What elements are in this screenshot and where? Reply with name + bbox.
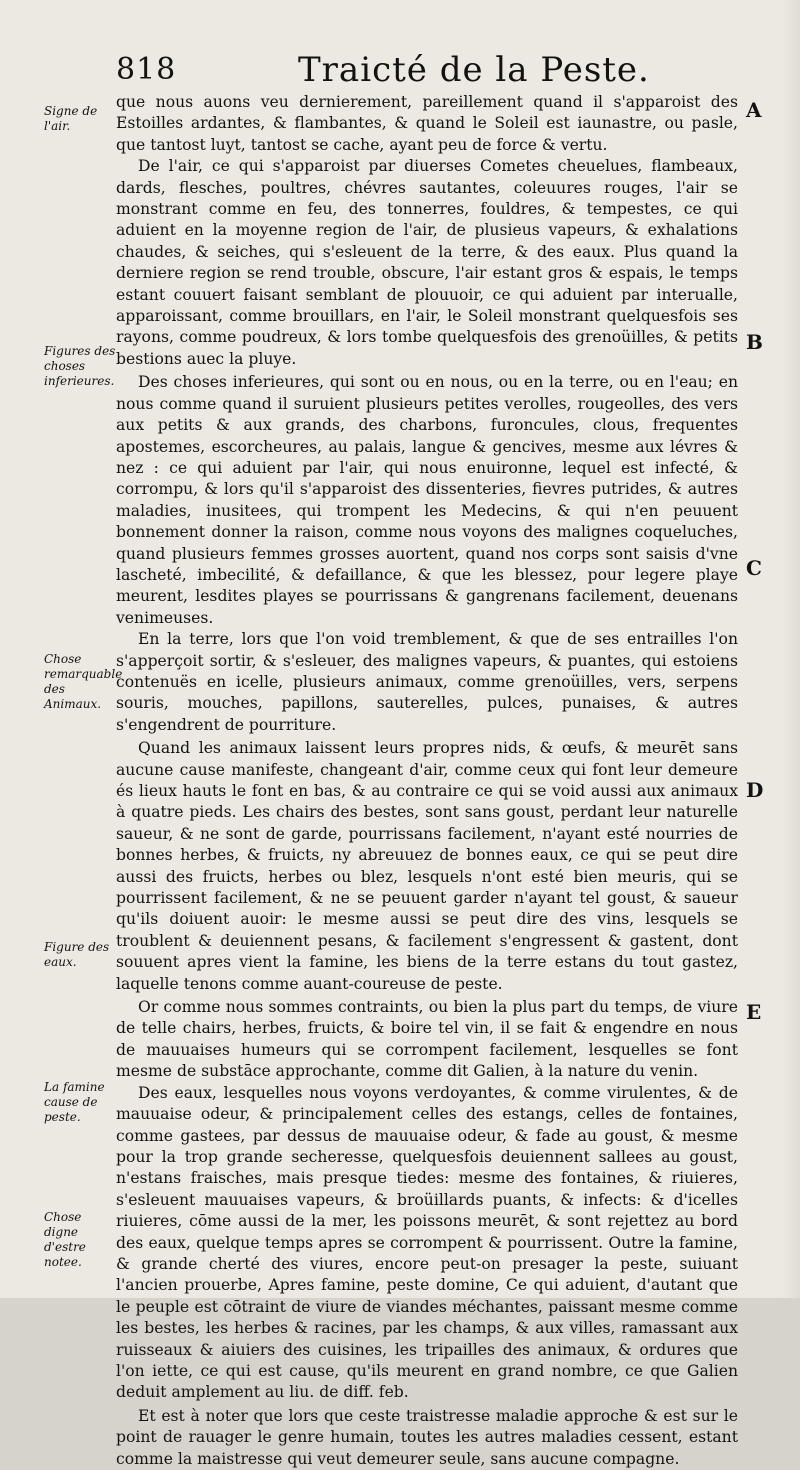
paragraph-choses-inferieures: Des choses inferieures, qui sont ou en nous, ou en la terre, ou en l'eau; en nous comme quand il suruient plusieurs petites verolles, rougeolles, des vers aux petits & aux grands, des charbons, furoncules, clous, frequentes apostemes, escorcheures, au palais, langue & gencives, mesme aux lévres & nez : ce qui aduient par l'air, qui nous enuironne, lequel est infecté, & corrompu, & lors qu'il s'apparoist des dissenteries, fievres putrides, & autres maladies, inusitees, qui trompent les Medecins, & qui n'en peuuent bonnement donner la raison, comme nous voyons des malignes coqueluches, quand plusieurs femmes grosses auortent, quand nos corps sont saisis d'vne lascheté, imbecilité, & defaillance, & que les blessez, pour legere playe meurent, lesdites playes se pourrissans & gangrenans facilement, deuenans venimeuses. (116, 373, 738, 627)
margin-note-figure-eaux: Figure des eaux. (44, 940, 110, 969)
margin-note-chose-digne: Chose digne d'estre notee. (44, 1210, 86, 1269)
section-letter-c: C (746, 556, 762, 580)
paragraph-terre: En la terre, lors que l'on void tremblement, & que de ses entrailles l'on s'apperçoit sortir, & s'esleuer, des malignes vapeurs, & puantes, qui estoiens contenuës en icelle, plusieurs animaux, comme grenoüilles, vers, serpens souris, mouches, papillons, sauterelles, pulces, punaises, & autres s'engendrent de pourriture. (116, 630, 738, 734)
margin-note-figures-choses: Figures des choses inferieures. (44, 344, 116, 388)
section-letter-d: D (746, 778, 764, 802)
page-edge-shadow (782, 0, 800, 1298)
main-text (116, 92, 738, 1470)
running-title: Traicté de la Peste. (298, 50, 650, 90)
margin-note-signe-air: Signe de l'air. (44, 104, 98, 133)
section-letter-b: B (746, 330, 763, 354)
page-header (0, 48, 800, 88)
paragraph-note: Et est à noter que lors que ceste traistresse maladie approche & est sur le point de rauager le genre humain, toutes les autres maladies cessent, estant comme la maistresse qui veut demeurer seule, sans aucune compagne. (116, 1406, 738, 1468)
section-letter-a: A (746, 98, 762, 122)
paragraph-chairs: Or comme nous sommes contraints, ou bien la plus part du temps, de viure de telle chairs, herbes, fruicts, & boire tel vin, il se fait & engendre en nous de mauuaises humeurs qui se corrompent facilement, lesquelles se font mesme de substāce approchante, comme dit Galien, à la nature du venin. (116, 998, 738, 1081)
paragraph-eaux: Des eaux, lesquelles nous voyons verdoyantes, & comme virulentes, & de mauuaise odeur, & principalement celles des estangs, celles de fontaines, comme gastees, par dessus de mauuaise odeur, & fade au goust, & mesme pour la trop grande secheresse, quelquesfois deuiennent sallees au goust, n'estans fraisches, mais presque tiedes: mesme des fontaines, & riuieres, s'esleuent mauuaises vapeurs, & broüillards puants, & infects: & d'icelles riuieres, cōme aussi de la mer, les poissons meurēt, & sont rejettez au bord des eaux, quelque temps apres se corrompent & pourrissent. Outre la famine, & grande cherté des viures, encore peut-on presager la peste, suiuant l'ancien prouerbe, Apres famine, peste domine, Ce qui aduient, d'autant que le peuple est cōtraint de viure de viandes méchantes, paissant mesme comme les bestes, les herbes & racines, par les champs, & aux villes, ramassant aux ruisseaux & aiuiers des cuisines, les tripailles des animaux, & ordures que l'on iette, ce qui est cause, qu'ils meurent en grand nombre, ce que Galien deduit amplement au liu. de diff. feb. (116, 1083, 738, 1402)
paragraph-air: De l'air, ce qui s'apparoist par diuerses Cometes cheuelues, flambeaux, dards, flesches, poultres, chévres sautantes, coleuures rouges, l'air se monstrant comme en feu, des tonnerres, fouldres, & tempestes, ce qui aduient en la moyenne region de l'air, de plusieus vapeurs, & exhalations chaudes, & seiches, qui s'esleuent de la terre, & des eaux. Plus quand la derniere region se rend trouble, obscure, l'air estant gros & espais, le temps estant couuert faisant semblant de plouuoir, ce qui aduient par interualle, apparoissant, comme brouillars, en l'air, le Soleil monstrant quelquesfois ses rayons, comme poudreux, & lors tombe quelquesfois des grenoüilles, & petits bestions auec la pluye. (116, 157, 738, 368)
section-letter-e: E (746, 1000, 762, 1024)
margin-note-chose-animaux: Chose remarquable des Animaux. (44, 652, 123, 711)
paragraph-air-signs: que nous auons veu dernierement, pareillement quand il s'apparoist des Estoilles ardantes, & flambantes, & quand le Soleil est iaunastre, ou pasle, que tantost luyt, tantost se cache, ayant peu de force & vertu. (116, 93, 738, 154)
page-number: 818 (116, 52, 177, 87)
margin-note-famine: La famine cause de peste. (44, 1080, 105, 1124)
paragraph-animaux: Quand les animaux laissent leurs propres nids, & œufs, & meurēt sans aucune cause manifeste, changeant d'air, comme ceux qui font leur demeure és lieux hauts le font en bas, & au contraire ce qui se void aussi aux animaux à quatre pieds. Les chairs des bestes, sont sans goust, perdant leur naturelle saueur, & ne sont de garde, pourrissans facilement, n'ayant esté nourries de bonnes herbes, & fruicts, ny abreuuez de bonnes eaux, ce qui se peut dire aussi des fruicts, herbes ou blez, lesquels n'ont esté bien meuris, qui se pourrissent facilement, & ne se peuuent garder n'ayant tel goust, & saueur qu'ils doiuent auoir: le mesme aussi se peut dire des vins, lesquels se troublent & deuiennent pesans, & facilement s'engressent & gastent, dont souuent apres vient la famine, les biens de la terre estans du tout gastez, laquelle tenons comme auant-coureuse de peste. (116, 739, 738, 993)
